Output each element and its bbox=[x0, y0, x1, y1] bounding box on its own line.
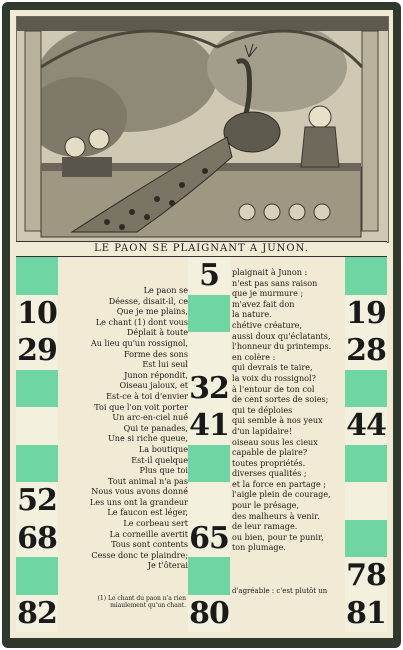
right-text-line: d'un lapidaire! bbox=[232, 425, 293, 436]
number-grid bbox=[16, 257, 387, 632]
middle-number-cell bbox=[188, 482, 230, 520]
right-number-cell bbox=[345, 445, 387, 483]
right-number-cell bbox=[345, 370, 387, 408]
left-text-line: Déplait à toute bbox=[126, 327, 188, 338]
right-text-line: et la force en partage ; bbox=[232, 478, 327, 489]
left-text-line: Qui te panades, bbox=[123, 422, 188, 433]
middle-number-cell bbox=[188, 445, 230, 483]
left-number-cell bbox=[16, 445, 58, 483]
right-text-line: n'est pas sans raison bbox=[232, 277, 318, 288]
left-number-cell bbox=[16, 370, 58, 408]
left-text-line: Est-il quelque bbox=[131, 454, 188, 465]
card-paper bbox=[10, 10, 393, 638]
left-number-cell bbox=[16, 407, 58, 445]
right-number-cell bbox=[345, 482, 387, 520]
left-text-line: Forme des sons bbox=[123, 348, 188, 359]
left-number-column bbox=[16, 257, 58, 632]
right-text-line: de cent sortes de soies; bbox=[232, 394, 329, 405]
left-number-cell: 68 bbox=[17, 520, 57, 556]
right-text-line: qui semble à nos yeux bbox=[232, 415, 323, 426]
middle-number-cell: 41 bbox=[189, 408, 229, 444]
middle-number-cell: 65 bbox=[189, 520, 229, 556]
middle-number-cell: 32 bbox=[189, 370, 229, 406]
right-text-line: des malheurs à venir. bbox=[232, 510, 320, 521]
middle-number-cell bbox=[188, 332, 230, 370]
left-text-line: Est-ce à toi d'envier bbox=[106, 390, 188, 401]
left-text-line: Déesse, disait-il, ce bbox=[108, 295, 188, 306]
right-text-line: la voix du rossignol? bbox=[232, 372, 316, 383]
left-text-line: Les uns ont la grandeur bbox=[89, 496, 188, 507]
middle-number-cell bbox=[188, 295, 230, 333]
right-number-cell bbox=[345, 520, 387, 558]
left-text-line: La corneille avertit bbox=[109, 528, 188, 539]
left-text-line: Cesse donc te plaindre; bbox=[91, 549, 188, 560]
left-text-line: Tous sont contents bbox=[111, 539, 188, 550]
right-text-line: capable de plaire? bbox=[232, 447, 308, 458]
left-text-line: Le paon se bbox=[143, 285, 188, 295]
tail-note: d'agréable : c'est plutôt un bbox=[232, 587, 328, 595]
left-number-cell bbox=[16, 557, 58, 595]
left-number-cell: 52 bbox=[17, 483, 57, 519]
middle-number-cell bbox=[188, 557, 230, 595]
right-text-line: de leur ramage. bbox=[232, 521, 298, 532]
fable-right-text bbox=[232, 267, 350, 553]
fable-left-text bbox=[64, 285, 188, 571]
right-text-line: qui devrais te taire, bbox=[232, 362, 313, 373]
right-text-line: ou bien, pour te punir, bbox=[232, 531, 324, 542]
left-text-line: Tout animal n'a pas bbox=[108, 475, 188, 486]
card-frame bbox=[2, 2, 401, 648]
right-text-line: en colère : bbox=[232, 351, 276, 362]
left-text-line: Est lui seul bbox=[142, 359, 188, 370]
left-text-line: Junon répondit, bbox=[124, 369, 188, 380]
left-text-line: Que je me plains, bbox=[116, 306, 188, 317]
left-text-line: Le chant (1) dont vous bbox=[95, 316, 188, 327]
right-number-cell: 44 bbox=[346, 408, 386, 444]
right-text-line: pour le présage, bbox=[232, 500, 300, 511]
right-text-line: diverses qualités ; bbox=[232, 468, 307, 479]
engraving-caption: LE PAON SE PLAIGNANT A JUNON. bbox=[16, 241, 387, 257]
left-number-cell: 82 bbox=[17, 595, 57, 631]
left-text-line: Je t'ôterai bbox=[147, 560, 188, 571]
right-number-column bbox=[345, 257, 387, 632]
right-text-line: m'avez fait don bbox=[232, 298, 295, 309]
left-text-line: Un arc-en-ciel nué bbox=[112, 412, 188, 423]
right-number-cell: 19 bbox=[346, 295, 386, 331]
footnote: (1) Le chant du paon n'a rien miaulement qu'un chant. bbox=[97, 595, 186, 609]
left-number-cell: 10 bbox=[17, 295, 57, 331]
right-text-line: chétive créature, bbox=[232, 319, 303, 330]
left-text-line: Une si riche queue, bbox=[107, 433, 188, 444]
middle-number-cell: 80 bbox=[189, 595, 229, 631]
left-text-line: Plus que toi bbox=[139, 465, 188, 476]
right-text-line: aussi doux qu'éclatants, bbox=[232, 330, 331, 341]
right-number-cell: 81 bbox=[346, 595, 386, 631]
engraving-illustration bbox=[16, 16, 389, 243]
right-number-cell: 28 bbox=[346, 333, 386, 369]
left-text-line: Toi que l'on voit porter bbox=[94, 401, 188, 412]
right-text-line: l'aigle plein de courage, bbox=[232, 489, 331, 500]
middle-number-cell: 5 bbox=[188, 257, 230, 295]
right-text-line: toutes propriétés. bbox=[232, 457, 306, 468]
right-text-line: qui te déploies bbox=[232, 404, 293, 415]
left-text-line: Le corbeau sert bbox=[123, 518, 188, 529]
left-text-line: Oiseau jaloux, et bbox=[119, 380, 188, 391]
left-text-line: La boutique bbox=[138, 443, 188, 454]
right-text-line: que je murmure ; bbox=[232, 288, 304, 299]
right-text-line: à l'entour de ton col bbox=[232, 383, 315, 394]
left-text-line: Le faucon est léger, bbox=[107, 507, 188, 518]
right-text-line: ton plumage. bbox=[232, 542, 286, 553]
middle-number-column bbox=[188, 257, 230, 632]
right-text-line: la nature. bbox=[232, 309, 272, 320]
right-text-line: plaignait à Junon : bbox=[232, 267, 308, 277]
left-text-line: Nous vous avons donné bbox=[91, 486, 188, 497]
left-number-cell: 29 bbox=[17, 333, 57, 369]
left-number-cell bbox=[16, 257, 58, 295]
left-text-line: Au lieu qu'un rossignol, bbox=[90, 337, 188, 348]
right-text-line: l'honneur du printemps. bbox=[232, 341, 332, 352]
right-text-line: oiseau sous les cieux bbox=[232, 436, 318, 447]
right-number-cell: 78 bbox=[346, 558, 386, 594]
right-number-cell bbox=[345, 257, 387, 295]
